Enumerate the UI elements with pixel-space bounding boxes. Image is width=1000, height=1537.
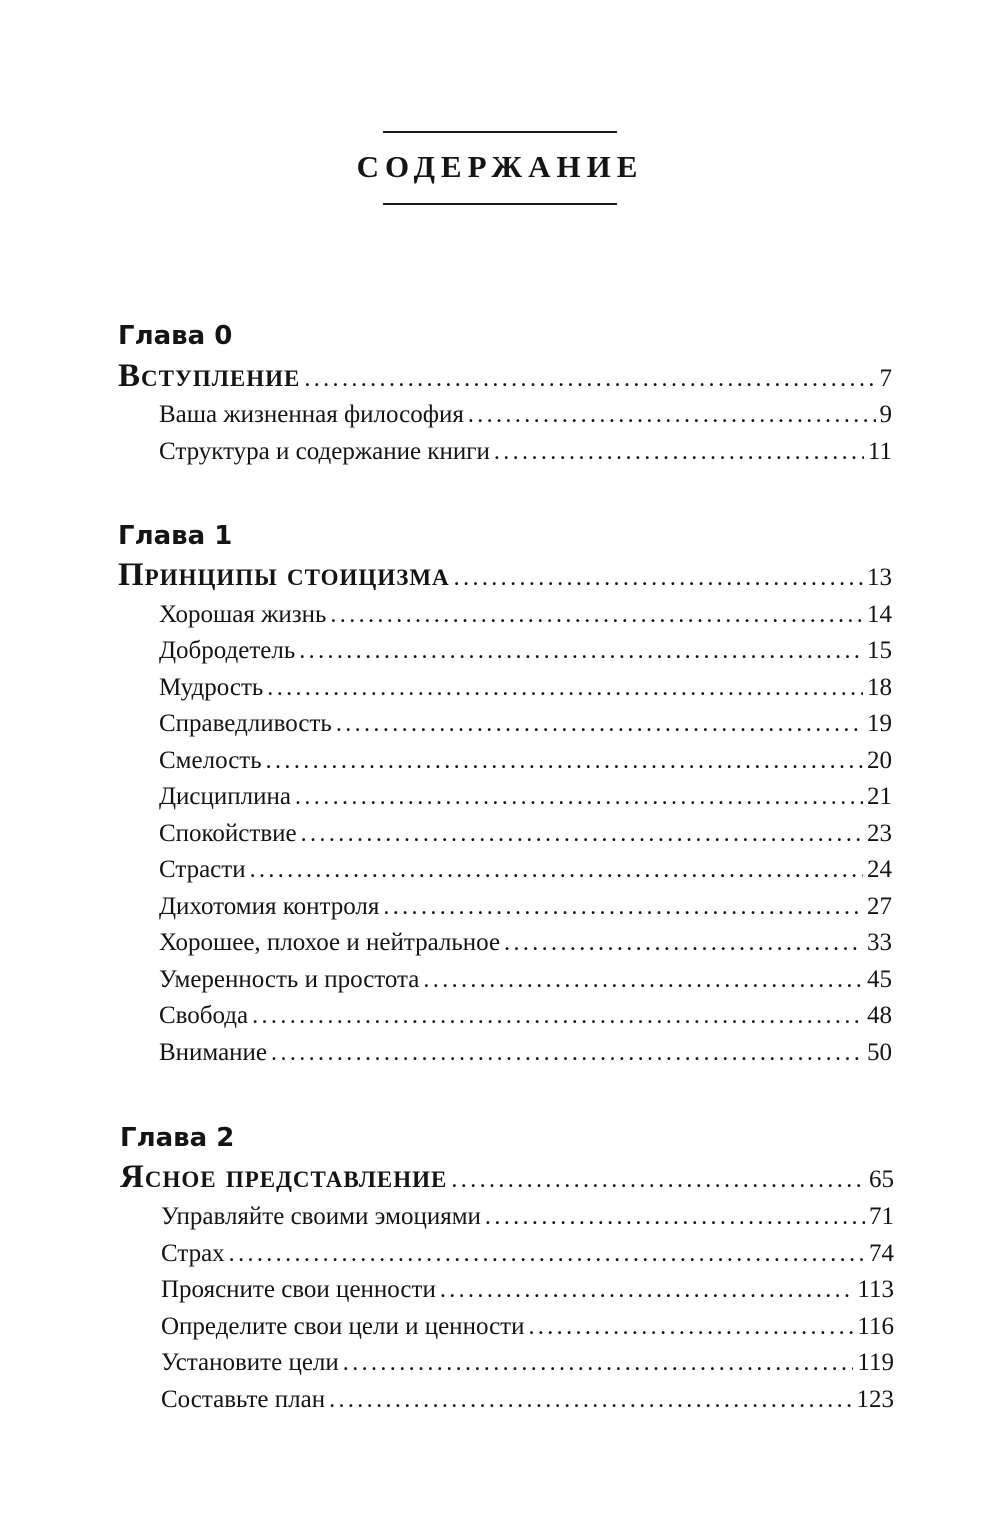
toc-entry[interactable] — [159, 889, 892, 925]
dot-leader — [440, 1272, 854, 1308]
toc-entry[interactable] — [159, 397, 892, 433]
chapter-title: Ясное представление — [120, 1159, 448, 1195]
chapter-label: Глава 0 — [118, 321, 233, 351]
page-number: 14 — [867, 601, 892, 628]
entry-title: Составьте план — [161, 1386, 326, 1413]
page-number: 23 — [867, 820, 892, 847]
toc-chapter-entry[interactable] — [120, 1155, 894, 1199]
toc-entry[interactable] — [159, 633, 892, 669]
toc-entry[interactable] — [161, 1345, 894, 1381]
toc-entry[interactable] — [159, 925, 892, 961]
toc-chapter-entry[interactable] — [118, 354, 892, 398]
page-number: 27 — [867, 893, 892, 920]
toc-entry[interactable] — [159, 706, 892, 742]
toc-entry[interactable] — [159, 597, 892, 633]
dot-leader — [229, 1236, 865, 1272]
page-title: СОДЕРЖАНИЕ — [356, 149, 644, 184]
toc-chapter-entry[interactable] — [118, 553, 892, 597]
page-number: 116 — [857, 1313, 894, 1340]
entry-title: Страх — [161, 1240, 225, 1267]
page-number: 45 — [867, 966, 892, 993]
toc-entry[interactable] — [159, 816, 892, 852]
dot-leader — [454, 556, 863, 600]
entry-title: Определите свои цели и ценности — [161, 1313, 525, 1340]
toc-entry[interactable] — [159, 852, 892, 888]
dot-leader — [468, 397, 876, 433]
entry-title: Свобода — [159, 1002, 249, 1029]
dot-leader — [504, 925, 863, 961]
toc-entry[interactable] — [159, 434, 892, 470]
page-number: 113 — [857, 1276, 894, 1303]
page-number: 18 — [867, 674, 892, 701]
dot-leader — [267, 670, 863, 706]
dot-leader — [423, 962, 863, 998]
chapter-title: Принципы стоицизма — [118, 557, 450, 593]
dot-leader — [383, 889, 863, 925]
page-number: 13 — [867, 564, 892, 591]
toc-entry[interactable] — [161, 1236, 894, 1272]
page-number: 71 — [869, 1203, 894, 1230]
entry-title: Хорошая жизнь — [159, 601, 327, 628]
entry-title: Дихотомия контроля — [159, 893, 380, 920]
toc-entry[interactable] — [161, 1382, 894, 1418]
entry-title: Добродетель — [159, 637, 296, 664]
entry-title: Управляйте своими эмоциями — [161, 1203, 481, 1230]
chapter-label: Глава 1 — [118, 521, 233, 551]
entry-title: Умеренность и простота — [159, 966, 420, 993]
page-number: 9 — [879, 401, 892, 428]
page-number: 119 — [857, 1349, 894, 1376]
title-rule-top — [383, 131, 617, 133]
toc-entry[interactable] — [159, 779, 892, 815]
dot-leader — [301, 816, 863, 852]
dot-leader — [304, 357, 875, 401]
page-number: 24 — [867, 856, 892, 883]
toc-entry[interactable] — [159, 670, 892, 706]
dot-leader — [252, 998, 863, 1034]
page-number: 21 — [867, 783, 892, 810]
entry-title: Спокойствие — [159, 820, 297, 847]
page-number: 15 — [867, 637, 892, 664]
dot-leader — [330, 597, 863, 633]
toc-entry[interactable] — [161, 1199, 894, 1235]
entry-title: Мудрость — [159, 674, 264, 701]
page-number: 19 — [867, 710, 892, 737]
entry-title: Структура и содержание книги — [159, 438, 490, 465]
entry-title: Хорошее, плохое и нейтральное — [159, 929, 501, 956]
page-number: 50 — [867, 1039, 892, 1066]
entry-title: Ваша жизненная философия — [159, 401, 464, 428]
toc-entry[interactable] — [161, 1309, 894, 1345]
dot-leader — [250, 852, 863, 888]
entry-title: Установите цели — [161, 1349, 339, 1376]
dot-leader — [494, 434, 864, 470]
toc-entry[interactable] — [159, 743, 892, 779]
toc-entry[interactable] — [161, 1272, 894, 1308]
dot-leader — [336, 706, 863, 742]
toc-entry[interactable] — [159, 962, 892, 998]
toc-entry[interactable] — [159, 1035, 892, 1071]
page-number: 65 — [869, 1166, 894, 1193]
dot-leader — [343, 1345, 854, 1381]
dot-leader — [528, 1309, 853, 1345]
entry-title: Внимание — [159, 1039, 268, 1066]
toc-entry[interactable] — [159, 998, 892, 1034]
dot-leader — [485, 1199, 865, 1235]
page-number: 123 — [856, 1386, 894, 1413]
chapter-title: Вступление — [118, 358, 301, 394]
dot-leader — [295, 779, 863, 815]
dot-leader — [266, 743, 863, 779]
chapter-label: Глава 2 — [120, 1123, 235, 1153]
page-number: 48 — [867, 1002, 892, 1029]
title-rule-bottom — [383, 203, 617, 205]
page-number: 7 — [879, 365, 892, 392]
dot-leader — [329, 1382, 852, 1418]
entry-title: Дисциплина — [159, 783, 291, 810]
page-number: 33 — [867, 929, 892, 956]
dot-leader — [271, 1035, 863, 1071]
dot-leader — [299, 633, 863, 669]
page-number: 20 — [867, 747, 892, 774]
entry-title: Проясните свои ценности — [161, 1276, 436, 1303]
dot-leader — [451, 1158, 865, 1202]
entry-title: Страсти — [159, 856, 246, 883]
page-number: 11 — [867, 438, 892, 465]
page-number: 74 — [869, 1240, 894, 1267]
entry-title: Смелость — [159, 747, 262, 774]
entry-title: Справедливость — [159, 710, 332, 737]
